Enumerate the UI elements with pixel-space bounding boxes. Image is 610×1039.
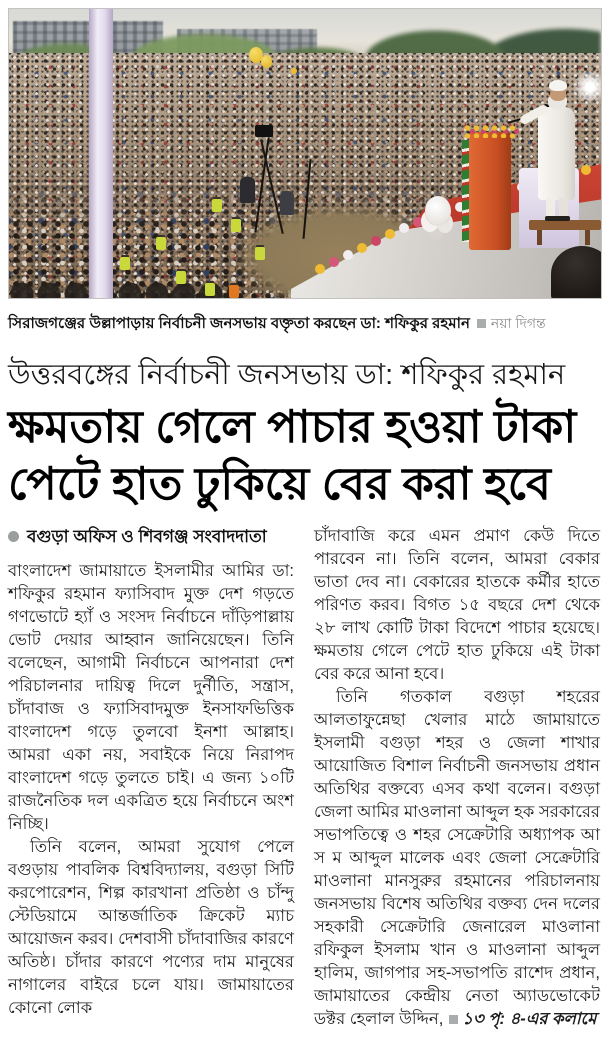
column-left bbox=[8, 525, 294, 1031]
photo-volunteer-vest bbox=[229, 285, 239, 298]
photo-volunteer-vest bbox=[120, 257, 130, 270]
podium-garland bbox=[463, 124, 519, 138]
jump-square-icon bbox=[449, 1015, 458, 1024]
speaker-leg bbox=[559, 198, 568, 217]
speaker-figure bbox=[538, 107, 575, 200]
bench-leg bbox=[537, 230, 542, 245]
speaker-shoes bbox=[545, 216, 570, 221]
wooden-bench bbox=[529, 220, 601, 230]
headline-line2: পেটে হাত ঢুকিয়ে বের করা হবে bbox=[8, 457, 551, 509]
jump-to-page-note: ১৩ পৃ: ৪-এর কলামে bbox=[462, 1009, 597, 1028]
stage-flower-garland bbox=[291, 68, 297, 74]
headline-line1: ক্ষমতায় গেলে পাচার হওয়া টাকা bbox=[8, 400, 577, 452]
photo-tent-pole bbox=[89, 9, 113, 298]
paragraph: বাংলাদেশ জামায়াতে ইসলামীর আমির ডা: শফিকুর রহমান ফ্যাসিবাদ মুক্ত দেশ গড়তে গণভোটে হ্যাঁ ও সংসদ নির্বাচনে দাঁড়িপাল্লায় ভোট দেয়ার আহ্বান জানিয়েছেন। তিনি বলেছেন, আগামী নির্বাচনে আপনারা দেশ পরিচালনার দায়িত্ব দিলে দুর্নীতি, সন্ত্রাস, চাঁদাবাজ ও ফ্যাসিবাদমুক্ত ইনসাফভিত্তিক বাংলাদেশ গড়ে তুলবো ইনশা আল্লাহ। আমরা একা নয়, সবাইকে নিয়ে নিরাপদ বাংলাদেশ গড়ে তুলতে চাই। এ জন্য ১০টি রাজনৈতিক দল একত্রিত হয়ে নির্বাচনে অংশ নিচ্ছি। bbox=[8, 561, 294, 833]
photo-volunteer-vest bbox=[156, 237, 166, 250]
byline-text: বগুড়া অফিস ও শিবগঞ্জ সংবাদদাতা bbox=[27, 526, 267, 546]
speaker-cap bbox=[549, 80, 567, 91]
speech-podium bbox=[469, 132, 511, 250]
main-headline bbox=[8, 398, 602, 512]
photo-caption bbox=[8, 313, 602, 334]
rally-photo bbox=[8, 8, 602, 299]
bench-leg bbox=[585, 230, 590, 245]
article-body bbox=[8, 525, 602, 1031]
photo-volunteer-vest bbox=[255, 247, 265, 260]
paragraph bbox=[314, 686, 600, 1031]
caption-text: সিরাজগঞ্জের উল্লাপাড়ায় নির্বাচনী জনসভায় বক্তৃতা করছেন ডা: শফিকুর রহমান bbox=[8, 314, 470, 332]
photo-volunteer-vest bbox=[231, 219, 241, 232]
paragraph: তিনি বলেন, আমরা সুযোগ পেলে বগুড়ায় পাবলিক বিশ্ববিদ্যালয়, বগুড়া সিটি করপোরেশন, শিল্প কারখানা প্রতিষ্ঠা ও চাঁন্দু স্টেডিয়ামে আন্তর্জাতিক ক্রিকেট ম্যাচ আয়োজন করব। দেশবাসী চাঁদাবাজির কারণে অতিষ্ঠ। চাঁদার কারণে পণ্যের দাম মানুষের নাগালের বাইরে চলে যায়। জামায়াতের কোনো লোক bbox=[8, 837, 294, 1017]
photo-journalist bbox=[240, 177, 255, 203]
stage-white-flowers bbox=[425, 196, 451, 226]
byline bbox=[8, 525, 294, 548]
camera-flash-glow bbox=[573, 70, 602, 104]
photo-tv-camera bbox=[255, 125, 273, 137]
photo-credit bbox=[477, 313, 546, 333]
photo-volunteer-vest bbox=[176, 271, 186, 284]
photo-volunteer-vest bbox=[212, 199, 222, 212]
kicker-line: উত্তরবঙ্গের নির্বাচনী জনসভায় ডা: শফিকুর রহমান bbox=[8, 358, 566, 391]
foreground-head bbox=[551, 246, 602, 299]
speaker-leg bbox=[546, 198, 555, 217]
byline-bullet-icon bbox=[8, 531, 19, 542]
photo-balloon bbox=[261, 55, 272, 68]
photo-volunteer-vest bbox=[205, 283, 215, 296]
paragraph: চাঁদাবাজি করে এমন প্রমাণ কেউ দিতে পারবেন না। তিনি বলেন, আমরা বেকার ভাতা দেব না। বেকারের হাতকে কর্মীর হাতে পরিণত করব। বিগত ১৫ বছরে দেশ থেকে ২৮ লাখ কোটি টাকা বিদেশে পাচার হয়েছে। ক্ষমতায় গেলে পেটে হাত ঢুকিয়ে এই টাকা বের করে আনা হবে। bbox=[314, 526, 600, 683]
credit-square-icon bbox=[477, 319, 486, 328]
credit-text: নয়া দিগন্ত bbox=[490, 315, 546, 331]
photo-stage bbox=[291, 68, 601, 298]
column-right bbox=[314, 525, 600, 1031]
paragraph-text: তিনি গতকাল বগুড়া শহরের আলতাফুন্নেছা খেলার মাঠে জামায়াতে ইসলামী বগুড়া শহর ও জেলা শাখার আয়োজিত বিশাল নির্বাচনী জনসভায় প্রধান অতিথির বক্তব্যে এসব কথা বলেন। বগুড়া জেলা আমির মাওলানা আব্দুল হক সরকারের সভাপতিত্বে ও শহর সেক্রেটারি অধ্যাপক আ স ম আব্দুল মালেক এবং জেলা সেক্রেটারি মাওলানা মানসুরুর রহমানের পরিচালনায় জনসভায় বিশেষ অতিথির বক্তব্য দেন দলের সহকারী সেক্রেটারি জেনারেল মাওলানা রফিকুল ইসলাম খান ও মাওলানা আব্দুল হালিম, জাগপার সহ-সভাপতি রাশেদ প্রধান, জামায়াতের কেন্দ্রীয় নেতা অ্যাডভোকেট ডক্টর হেলাল উদ্দিন, bbox=[314, 687, 600, 1028]
